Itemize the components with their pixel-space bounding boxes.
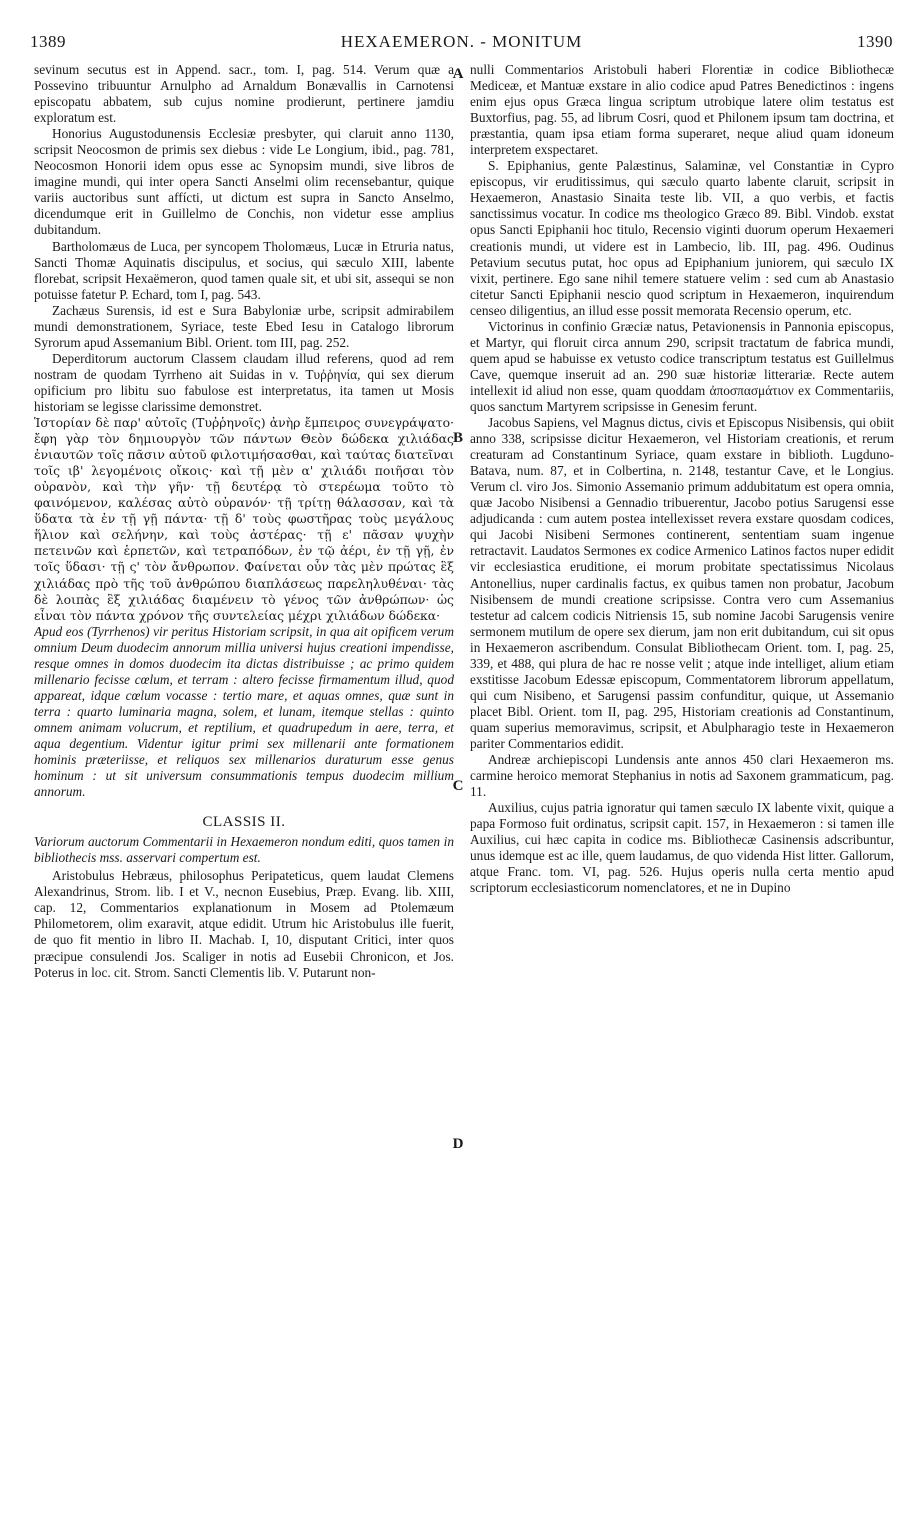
margin-marker-b: B <box>452 430 463 446</box>
page-header <box>30 32 893 58</box>
margin-marker-d: D <box>452 1136 464 1152</box>
page-number-right: 1390 <box>857 32 893 51</box>
paragraph: Victorinus in confinio Græciæ natus, Petavionensis in Pannonia episcopus, et Martyr, qui floruit circa annum 290, scripsit tractatum de fabrica mundi, quem apud se habuisse ex vetusto codice transcriptum testatus est Guillelmus Cave, quemque inseruit ad an. 290 suæ historiæ litterariæ. Recte autem intellexit id aliud non esse, quam quoddam ἀποσπασμάτιον ex Commentariis, quos sanctum Martyrem scripsisse in Genesim ferunt. <box>470 318 894 414</box>
paragraph: Jacobus Sapiens, vel Magnus dictus, civis et Episcopus Nisibensis, qui obiit anno 338, scripsisse dicitur Hexaemeron, vel Historiam creationis, et rerum creaturam ad Constantinum Syriace, quam exstare in biblioth. Lugduno-Batava, num. 87, et in Colbertina, n. 2148, testantur Cave, et le Longius. Verum cl. viro Jos. Simonio Assemanio primum addubitatum est opera omnia, quæ Jacobo Nisibensi a Gennadio tribuerentur, Jacobo potius Sarugensi esse adjudicanda : cum autem postea intellexisset revera exstare quosdam codices, qui Jacobi Nisibeni Sermones continerent, sententiam suam ingenue retractavit. Laudatos Sermones ex codice Armenico Latinos factos nuper edidit vir ecclesiastica eruditione, ei morum probitate spectatissimus Nicolaus Antonellius, nuper cardinalis factus, ex quibus tamen non probatur, Jacobum Nisibensem de mundi creatione scripsisse. Contra vero cum Assemanius testetur ad calcem codicis Nitriensis 15, sub nomine Jacobi Sarugensis venire sermonem mutilum de opere sex dierum, jam non erit dubitandum, cui sit opus in Hexaemeron ascribendum. Consulat Bibliothecam Orient. tom. I, pag. 25, 339, et 488, qui plura de hac re nosse velit ; atque inde intelliget, alium etiam exstitisse Jacobum Edessæ episcopum, Commentatorem librorum appellatum, qui cum Nisibeno, et Sarugensi passim confunditur, quique, ut Assemanio placet Bibl. Orient. tom II, pag. 295, Historiam creationis ad Constantinum, quam superius memoravimus, scripsit, et Abulpharagio teste in Hexaemeron pariter Commentarios edidit. <box>470 415 894 751</box>
right-column <box>470 62 894 1524</box>
page-number-left: 1389 <box>30 32 66 51</box>
paragraph: Deperditorum auctorum Classem claudam illud referens, quod ad rem nostram de quodam Tyrrheno ait Suidas in v. Τυῤῥηνία, qui sex dierum opificium pro libitu suo fabulose est interpretatus, ita tamen ut Mosis historiam se legisse clarissime demonstret. <box>34 350 454 414</box>
paragraph: Zachæus Surensis, id est e Sura Babyloniæ urbe, scripsit admirabilem mundi demonstrationem, Syriace, teste Ebed Iesu in Catalogo librorum Syrorum apud Assemanium Bibl. Orient. tom III, pag. 252. <box>34 302 454 350</box>
margin-marker-c: C <box>452 778 464 794</box>
paragraph: Bartholomæus de Luca, per syncopem Tholomæus, Lucæ in Etruria natus, Sancti Thomæ Aquinatis discipulus, et socius, qui sæculo XIII, labente florebat, scripsit Hexaëmeron, quod tamen quale sit, et ubi sit, assequi se non potuisse fatetur P. Echard, tom I, pag. 543. <box>34 238 454 302</box>
latin-translation: Apud eos (Tyrrhenos) vir peritus Historiam scripsit, in qua ait opificem verum omnium Deum duodecim annorum millia universi hujus creationi impendisse, resque omnes in domos duodecim ita dictas distribuisse ; ac primo quidem millenario fecisse cœlum, et terram : altero fecisse firmamentum illud, quod appareat, idque cœlum vocasse : tertio mare, et aquas omnes, quæ sunt in terra : quarto luminaria magna, solem, et lunam, itemque stellas : quinto omnem animam volucrum, et reptilium, et quadrupedum in aere, terra, et aqua degentium. Videntur igitur primi sex millenarii ante formationem hominis præteriisse, et reliquos sex millenarios duraturum esse genus hominum : ut sit universum consummationis tempus duodecim millium annorum. <box>34 623 454 800</box>
paragraph: Andreæ archiepiscopi Lundensis ante annos 450 clari Hexaemeron ms. carmine heroico memorat Stephanius in notis ad Saxonem grammaticum, pag. 11. <box>470 752 894 800</box>
paragraph: S. Epiphanius, gente Palæstinus, Salaminæ, vel Constantiæ in Cypro episcopus, vir eruditissimus, qui sæculo quarto labente claruit, scripsit in Hexaemeron, Anastasio Sinaita teste lib. VII, a quo verbis, et factis sanctissimus vocatur. In codice ms theologico Græco 89. Bibl. Vindob. exstat opus Sancti Epiphanii hoc titulo, Recensio viginti duorum operum Hexaemeri creationis mundi, ut videre est in Lambecio, lib. III, pag. 496. Oudinus Petavium secutus putat, hoc opus ad Epiphanium juniorem, qui sæculo IX vixit, pertinere. Ego sane nihil temere statuere velim : sed cum ab Anastasio citetur Sancti Epiphanii nescio quod scriptum in Hexaemeron, inquirendum censeo diligentius, an illud esse possit memorata Recensio operum, etc. <box>470 158 894 318</box>
paragraph: Honorius Augustodunensis Ecclesiæ presbyter, qui claruit anno 1130, scripsit Neocosmon de primis sex diebus : vide Le Longium, ibid., pag. 781, Neocosmon Honorii idem opus esse ac Synopsim mundi, sive libros de imagine mundi, qui inter opera Sancti Anselmi olim recensebantur, quique variis auctoribus sunt affícti, ut dictum est supra in Sancto Anselmo, dicendumque erit in Guillelmo de Conchis, non videtur esse amplius dubitandum. <box>34 126 454 238</box>
paragraph: nulli Commentarios Aristobuli haberi Florentiæ in codice Bibliothecæ Mediceæ, et Mantuæ exstare in alio codice apud Patres Benedictinos : ingens enim ejus opus Græca lingua scriptum utrobique latere olim testatus est Buxtorfius, pag. 55, ad librum Cosri, quod et Philonem ipsum tam doctrina, et præstantia, quam ipsa etiam forma superaret, neque aliud quam idoneum interpretem exspectaret. <box>470 62 894 158</box>
running-title: ΗΕΧΑΕΜΕRON. - MONITUM <box>340 32 583 51</box>
section-subtitle: Variorum auctorum Commentarii in Hexaemeron nondum editi, quos tamen in bibliothecis mss. asservari compertum est. <box>34 834 454 866</box>
greek-quotation: Ἱστορίαν δὲ παρ' αὐτοῖς (Τυῤῥηνοῖς) ἀνὴρ ἔμπειρος συνεγράψατο· ἔφη γὰρ τὸν δημιουργὸν τῶν πάντων Θεὸν δώδεκα χιλιάδας ἐνιαυτῶν τοῖς πᾶσιν αὐτοῦ φιλοτιμήσασθαι, καὶ ταύτας διατεῖναι τοῖς ιβ' λεγομένοις οἴκοις· καὶ τῇ μὲν α' χιλιάδι ποιῆσαι τὸν οὐρανὸν, καὶ τὴν γῆν· τῇ δευτέρᾳ τὸ στερέωμα τοῦτο τὸ φαινόμενον, καλέσας αὐτὸ οὐρανόν· τῇ τρίτῃ θάλασσαν, καὶ τὰ ὕδατα τὰ ἐν τῇ γῇ πάντα· τῇ δ' τοὺς φωστῆρας τοὺς μεγάλους ἥλιον καὶ σελήνην, καὶ τοὺς ἀστέρας· τῇ ε' πᾶσαν ψυχὴν πετεινῶν καὶ ἑρπετῶν, καὶ τετραπόδων, ἐν τῷ ἀέρι, ἐν τῇ γῇ, ἐν τοῖς ὕδασι· τῇ ς' τὸν ἄνθρωπον. Φαίνεται οὖν τὰς μὲν πρώτας ἓξ χιλιάδας πρὸ τῆς τοῦ ἀνθρώπου διαπλάσεως παρεληλυθέναι· τὰς δὲ λοιπὰς ἓξ χιλιάδας διαμένειν τὸ γένος τῶν ἀνθρώπων· ὡς εἶναι τὸν πάντα χρόνον τῆς συντελείας μέχρι χιλιάδων δώδεκα· <box>34 415 454 623</box>
paragraph: Auxilius, cujus patria ignoratur qui tamen sæculo IX labente vixit, quique a papa Formoso fuit ordinatus, scripsit capit. 157, in Hexaemeron : si tamen ille Auxilius, cui hæc capita in codice ms. Bibliothecæ Casinensis adscribuntur, unus idemque est ac ille, quem laudamus, de quo videnda Hist litter. Gallorum, atque Franc. tom. VI, pag. 526. Hujus operis nulla certa mentio apud scriptorum ecclesiasticorum nomenclatores, et ne in Dupino <box>470 800 894 896</box>
paragraph: Aristobulus Hebræus, philosophus Peripateticus, quem laudat Clemens Alexandrinus, Strom. lib. I et V., necnon Eusebius, Præp. Evang. lib. XIII, cap. 12, Commentarios explanationum in Mosem ad Ptolemæum Philometorem, olim exaravit, atque edidit. Utrum hic Aristobulus ille fuerit, de quo fit mentio in libro II. Machab. I, 10, disputant Critici, inter quos præcipue consulendi Jos. Scaliger in notis ad Eusebii Chronicon, et Jos. Poterus in loc. cit. Strom. Sancti Clementis lib. V. Putarunt non- <box>34 868 454 980</box>
paragraph: sevinum secutus est in Append. sacr., tom. I, pag. 514. Verum quæ a Possevino tribuuntur Arnulpho ad Arnaldum Bonævallis in Carnotensi episcopatu abbatem, sub cujus nomine prodierunt, pertinere jamdiu exploratum est. <box>34 62 454 126</box>
margin-marker-a: A <box>452 66 464 82</box>
section-heading: CLASSIS II. <box>202 814 286 831</box>
left-column <box>34 62 454 1524</box>
